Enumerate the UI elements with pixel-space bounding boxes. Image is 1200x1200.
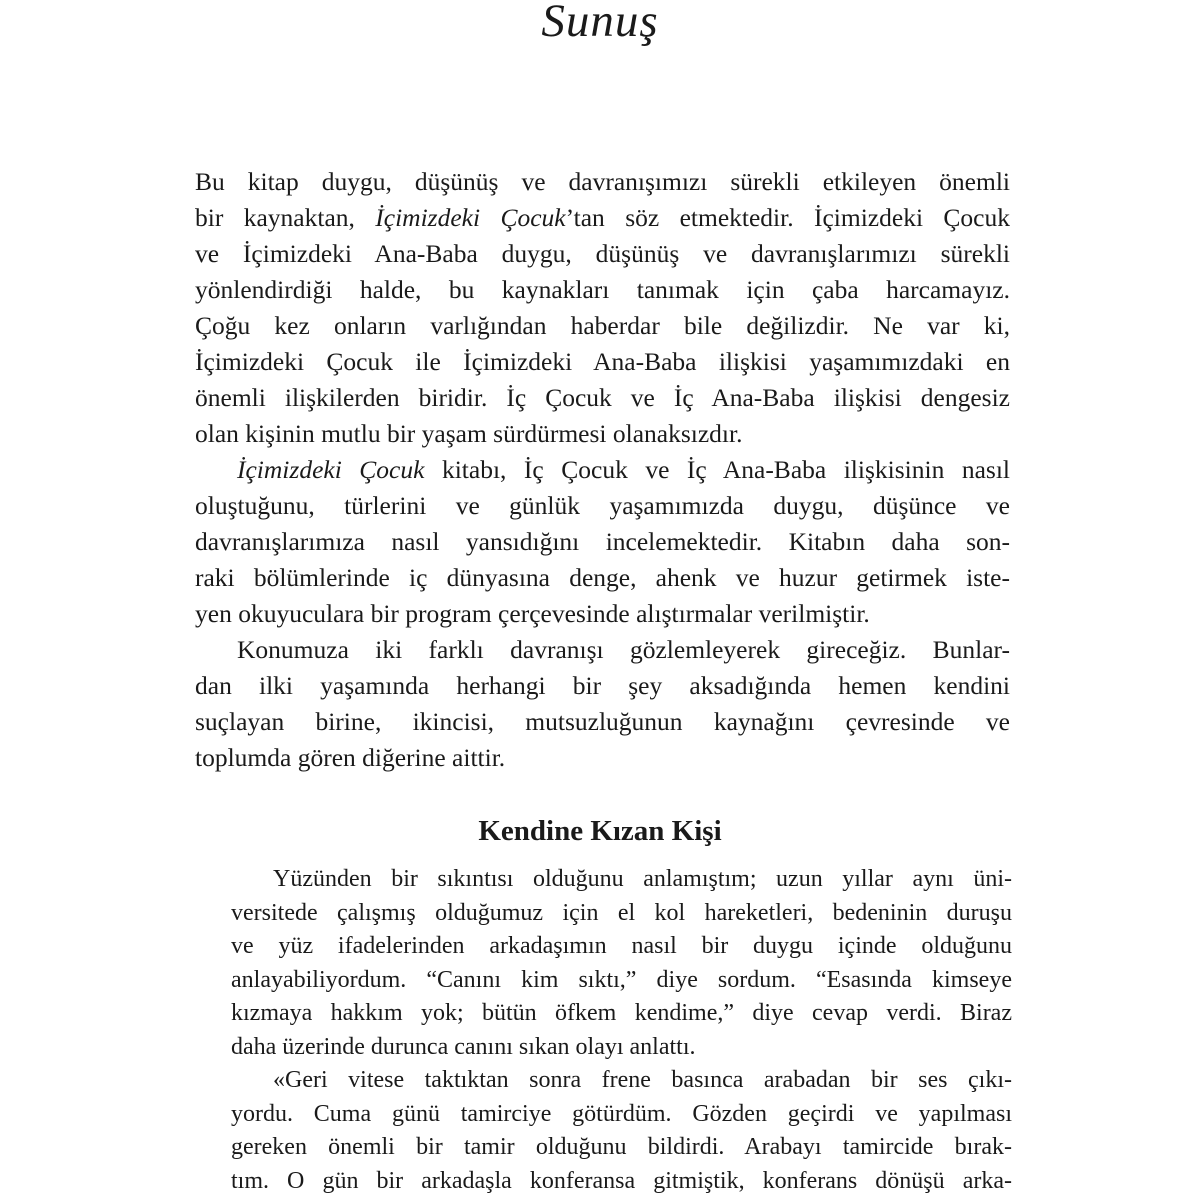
text-line bbox=[195, 344, 1010, 380]
text-segment: Çoğu kez onların varlığından haberdar bile değilizdir. Ne var ki, bbox=[195, 311, 1010, 340]
text-segment: daha üzerinde durunca canını sıkan olayı anlattı. bbox=[231, 1033, 696, 1060]
intro-text-block bbox=[195, 164, 1010, 776]
text-line bbox=[195, 488, 1010, 524]
text-segment: ve yüz ifadelerinden arkadaşımın nasıl bir duygu içinde olduğunu bbox=[231, 933, 1012, 959]
text-segment: Bu kitap duygu, düşünüş ve davranışımızı sürekli etkileyen önemli bbox=[195, 167, 1010, 196]
text-segment: kızmaya hakkım yok; bütün öfkem kendime,” diye cevap verdi. Biraz bbox=[231, 1000, 1012, 1026]
text-line bbox=[195, 524, 1010, 560]
text-line bbox=[231, 930, 1012, 964]
text-line bbox=[195, 380, 1010, 416]
text-segment: gereken önemli bir tamir olduğunu bildirdi. Arabayı tamircide bırak- bbox=[231, 1134, 1012, 1160]
text-line bbox=[195, 272, 1010, 308]
text-line bbox=[195, 452, 1010, 488]
text-line bbox=[195, 596, 1010, 632]
text-segment: İçimizdeki Çocuk ile İçimizdeki Ana-Baba ilişkisi yaşamımızdaki en bbox=[195, 347, 1010, 376]
text-line bbox=[195, 416, 1010, 452]
text-line bbox=[231, 1031, 1012, 1065]
text-line bbox=[231, 1165, 1012, 1199]
text-segment: ve İçimizdeki Ana-Baba duygu, düşünüş ve davranışlarımızı sürekli bbox=[195, 239, 1010, 268]
text-segment: tım. O gün bir arkadaşla konferansa gitmiştik, konferans dönüşü arka- bbox=[231, 1167, 1012, 1194]
text-segment: oluştuğunu, türlerini ve günlük yaşamımızda duygu, düşünce ve bbox=[195, 491, 1010, 520]
text-line bbox=[231, 1131, 1012, 1165]
text-segment: olan kişinin mutlu bir yaşam sürdürmesi olanaksızdır. bbox=[195, 419, 743, 448]
text-line bbox=[195, 308, 1010, 344]
text-line bbox=[195, 236, 1010, 272]
text-line bbox=[195, 704, 1010, 740]
text-segment: dan ilki yaşamında herhangi bir şey aksadığında hemen kendini bbox=[195, 671, 1010, 700]
text-line bbox=[231, 897, 1012, 931]
text-segment: suçlayan birine, ikincisi, mutsuzluğunun kaynağını çevresinde ve bbox=[195, 707, 1010, 736]
text-segment: ’tan söz etmektedir. İçimizdeki Çocuk bbox=[565, 203, 1010, 232]
page-title: Sunuş bbox=[541, 0, 659, 47]
text-segment: toplumda gören diğerine aittir. bbox=[195, 743, 506, 772]
text-line bbox=[231, 863, 1012, 897]
text-segment: yönlendirdiği halde, bu kaynakları tanımak için çaba harcamayız. bbox=[195, 275, 1010, 304]
text-segment: davranışlarımıza nasıl yansıdığını incelemektedir. Kitabın daha son- bbox=[195, 527, 1010, 556]
section-heading: Kendine Kızan Kişi bbox=[478, 815, 722, 847]
text-line bbox=[195, 164, 1010, 200]
text-segment: Konumuza iki farklı davranışı gözlemleyerek gireceğiz. Bunlar- bbox=[237, 635, 1010, 664]
anecdote-text-block bbox=[231, 863, 1012, 1198]
italic-book-title: İçimizdeki Çocuk bbox=[375, 203, 566, 232]
text-line bbox=[231, 1064, 1012, 1098]
text-line bbox=[231, 997, 1012, 1031]
text-line bbox=[195, 632, 1010, 668]
text-segment: önemli ilişkilerden biridir. İç Çocuk ve İç Ana-Baba ilişkisi dengesiz bbox=[195, 383, 1010, 412]
text-line bbox=[195, 560, 1010, 596]
text-line bbox=[195, 668, 1010, 704]
text-line bbox=[231, 1098, 1012, 1132]
text-segment: «Geri vitese taktıktan sonra frene basınca arabadan bir ses çıkı- bbox=[273, 1067, 1012, 1093]
text-segment: yen okuyuculara bir program çerçevesinde alıştırmalar verilmiştir. bbox=[195, 599, 870, 628]
text-segment: versitede çalışmış olduğumuz için el kol hareketleri, bedeninin duruşu bbox=[231, 899, 1012, 926]
text-segment: bir kaynaktan, bbox=[195, 203, 376, 232]
text-segment: kitabı, İç Çocuk ve İç Ana-Baba ilişkisinin nasıl bbox=[424, 455, 1010, 484]
text-line bbox=[195, 200, 1010, 236]
text-segment: yordu. Cuma günü tamirciye götürdüm. Gözden geçirdi ve yapılması bbox=[231, 1100, 1012, 1127]
text-segment: anlayabiliyordum. “Canını kim sıktı,” diye sordum. “Esasında kimseye bbox=[231, 966, 1012, 993]
text-segment: Yüzünden bir sıkıntısı olduğunu anlamıştım; uzun yıllar aynı üni- bbox=[273, 866, 1012, 892]
italic-book-title: İçimizdeki Çocuk bbox=[237, 455, 425, 484]
text-line bbox=[231, 964, 1012, 998]
text-segment: raki bölümlerinde iç dünyasına denge, ahenk ve huzur getirmek iste- bbox=[195, 563, 1010, 592]
text-line bbox=[195, 740, 1010, 776]
